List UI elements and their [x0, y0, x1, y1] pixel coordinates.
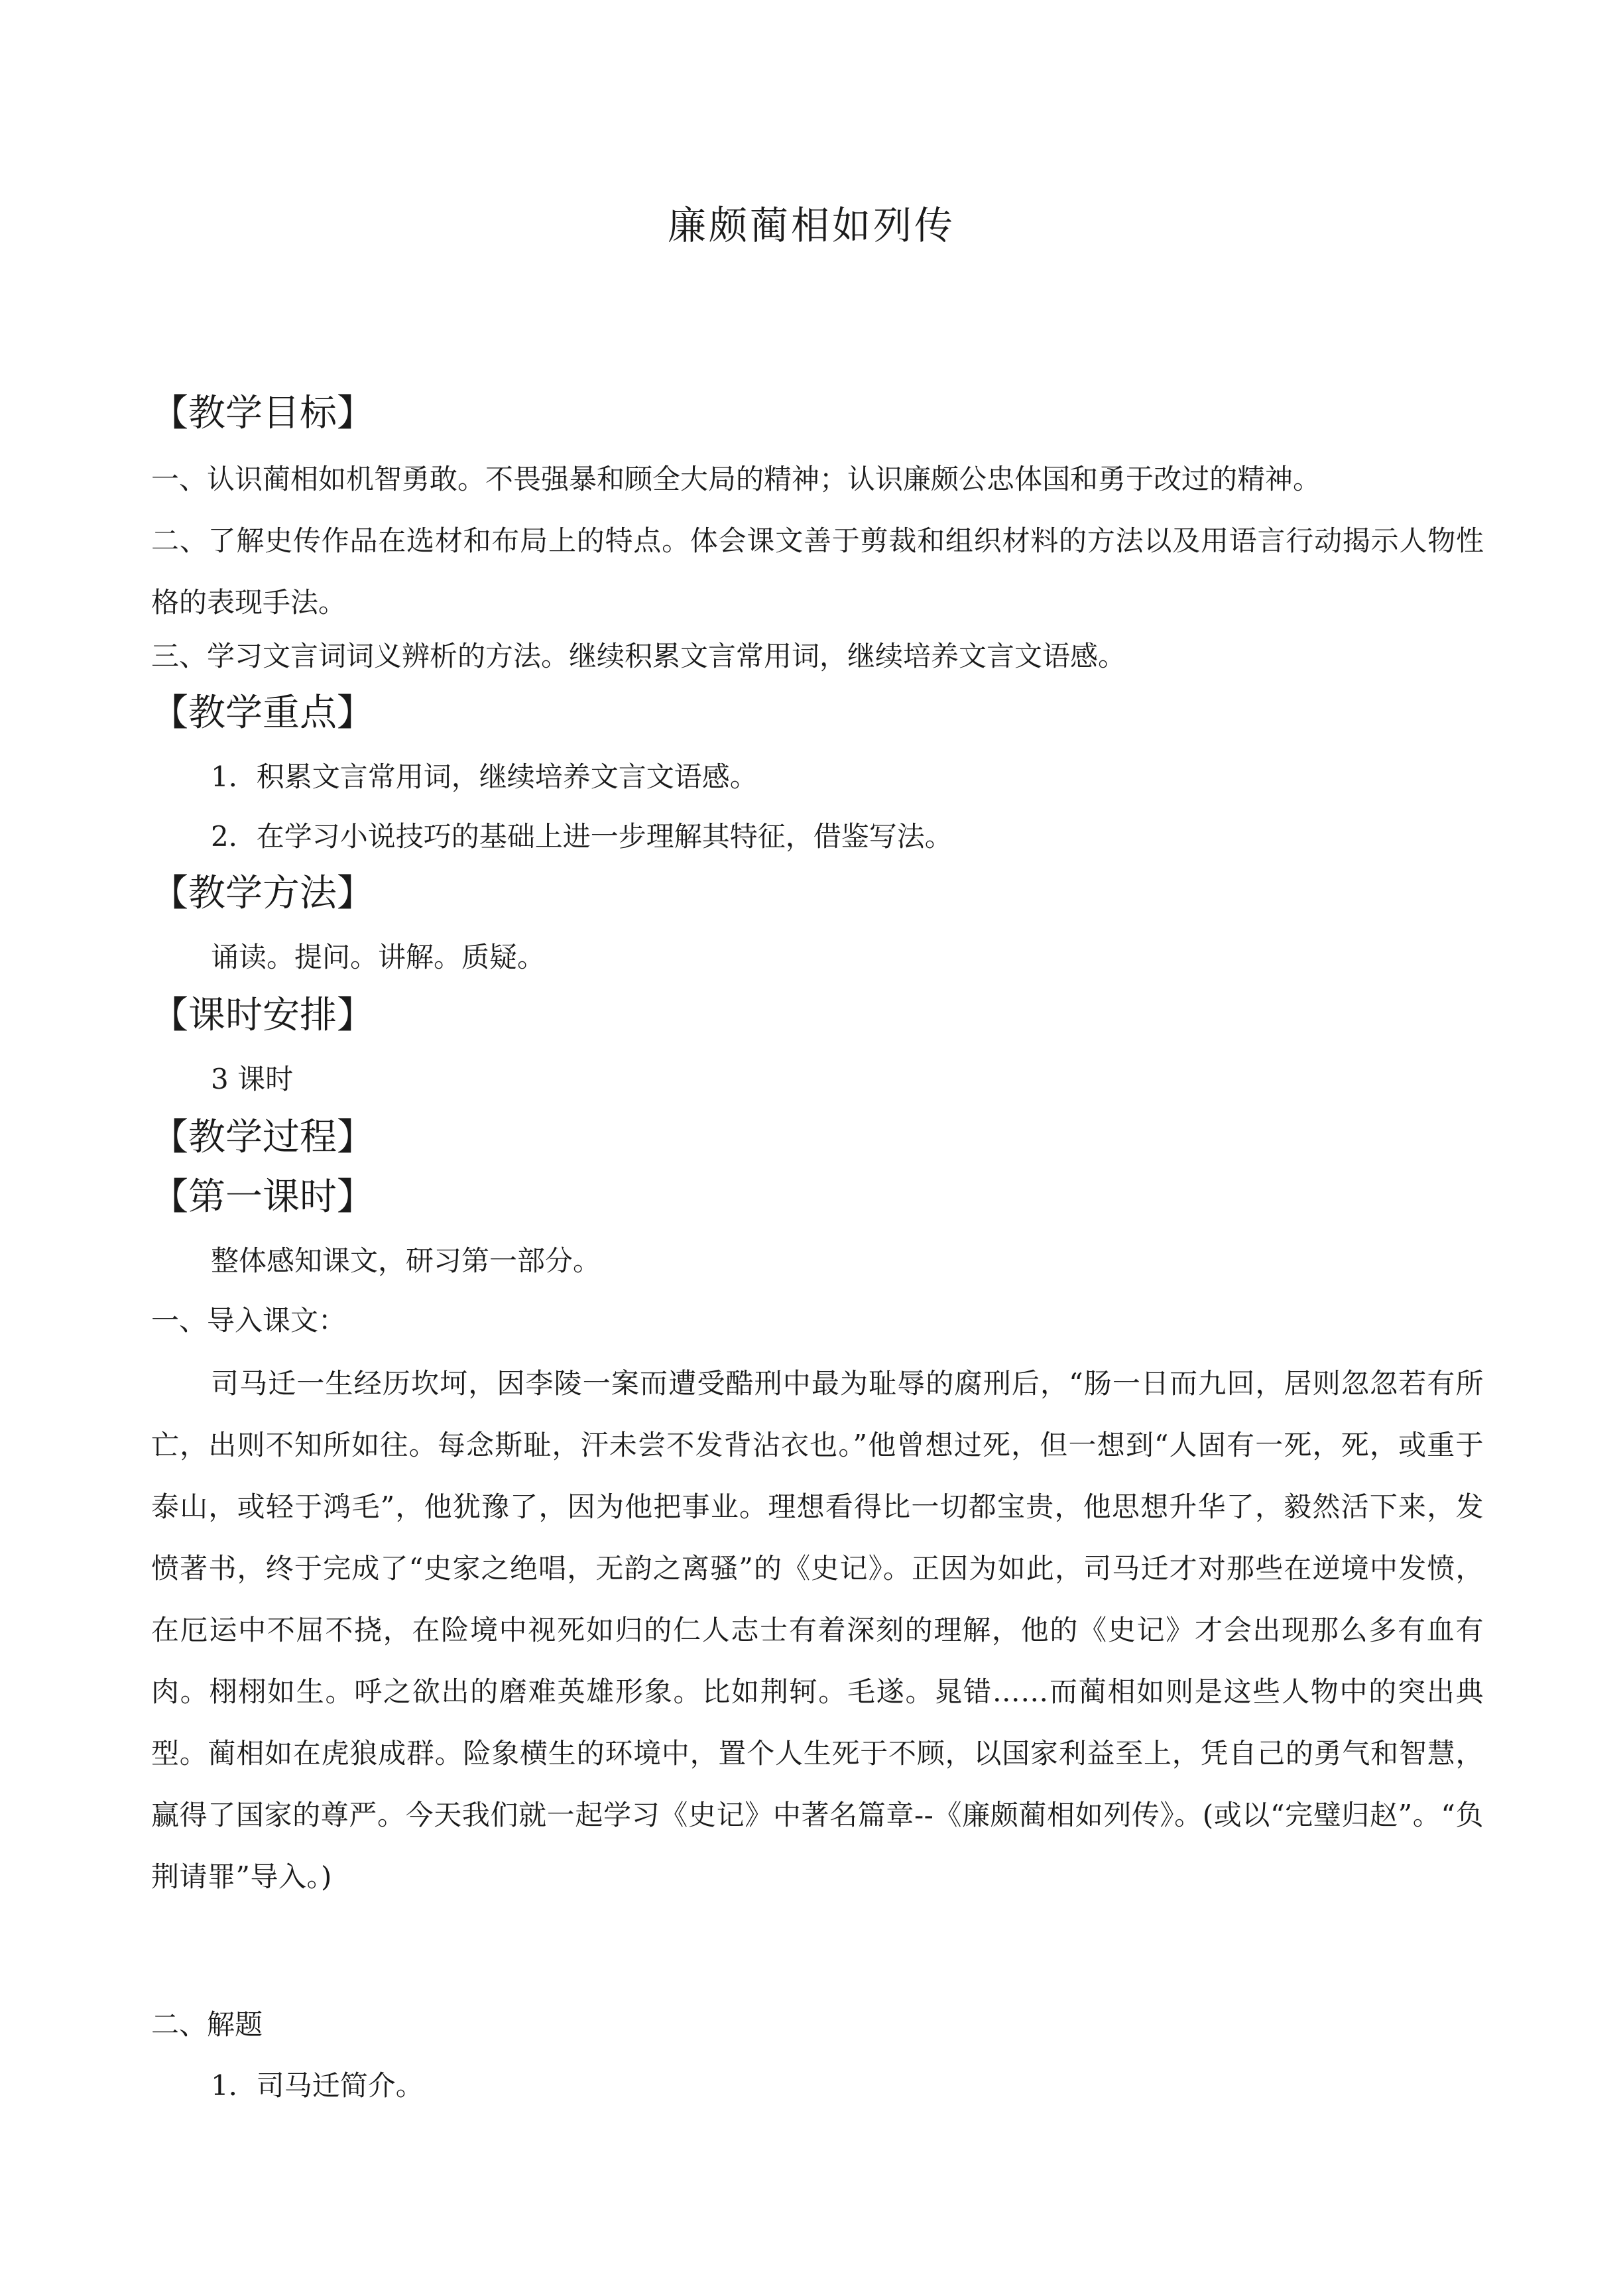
methods-heading: 【教学方法】: [151, 872, 374, 915]
objective-item-3: 三、学习文言词词义辨析的方法。继续积累文言常用词，继续培养文言文语感。: [151, 640, 1126, 672]
key-point-item-1: 1．积累文言常用词，继续培养文言文语感。: [211, 760, 758, 793]
lesson1-subtitle: 整体感知课文，研习第一部分。: [211, 1244, 601, 1277]
schedule-heading: 【课时安排】: [151, 994, 374, 1037]
process-heading: 【教学过程】: [151, 1116, 374, 1159]
objective-item-2: 二、了解史传作品在选材和布局上的特点。体会课文善于剪裁和组织材料的方法以及用语言行动揭示人物性格的表现手法。: [151, 524, 1484, 619]
intro-paragraph: 司马迁一生经历坎坷，因李陵一案而遭受酷刑中最为耻辱的腐刑后，“肠一日而九回，居则忽忽若有所亡，出则不知所如往。每念斯耻，汗未尝不发背沾衣也。”他曾想过死，但一想到“人固有一死，死，或重于泰山，或轻于鸿毛”，他犹豫了，因为他把事业。理想看得比一切都宝贵，他思想升华了，毅然活下来，发愤著书，终于完成了“史家之绝唱，无韵之离骚”的《史记》。正因为如此，司马迁才对那些在逆境中发愤，在厄运中不屈不挠，在险境中视死如归的仁人志士有着深刻的理解，他的《史记》才会出现那么多有血有肉。栩栩如生。呼之欲出的磨难英雄形象。比如荆轲。毛遂。晁错……而蔺相如则是这些人物中的突出典型。蔺相如在虎狼成群。险象横生的环境中，置个人生死于不顾，以国家利益至上，凭自己的勇气和智慧，赢得了国家的尊严。今天我们就一起学习《史记》中著名篇章--《廉颇蔺相如列传》。(或以“完璧归赵”。“负荆请罪”导入。): [151, 1367, 1484, 1893]
page-title: 廉颇蔺相如列传: [667, 203, 955, 248]
schedule-text: 3 课时: [211, 1063, 294, 1095]
key-point-item-2: 2．在学习小说技巧的基础上进一步理解其特征，借鉴写法。: [211, 820, 953, 853]
lesson1-heading: 【第一课时】: [151, 1176, 374, 1219]
topic-label: 二、解题: [151, 2008, 263, 2041]
key-points-heading: 【教学重点】: [151, 692, 374, 735]
intro-label: 一、导入课文：: [151, 1304, 347, 1337]
methods-text: 诵读。提问。讲解。质疑。: [211, 941, 546, 973]
topic-item-1: 1．司马迁简介。: [211, 2069, 424, 2102]
objective-item-1: 一、认识蔺相如机智勇敢。不畏强暴和顾全大局的精神；认识廉颇公忠体国和勇于改过的精神。: [151, 463, 1321, 495]
objectives-heading: 【教学目标】: [151, 392, 374, 435]
